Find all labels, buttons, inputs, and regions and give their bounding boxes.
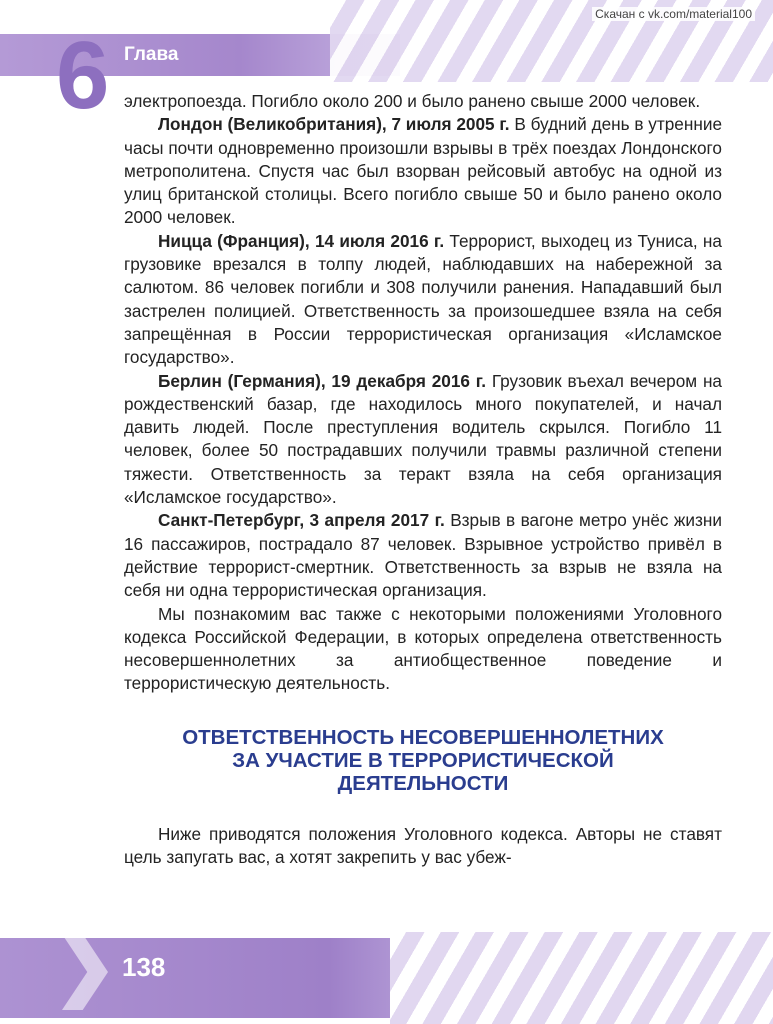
event-heading: Санкт-Петербург, 3 апреля 2017 г. [158, 510, 445, 531]
event-heading: Ницца (Франция), 14 июля 2016 г. [158, 230, 445, 251]
section-title [124, 726, 722, 795]
footer-band [0, 932, 773, 1024]
paragraph-text: Террорист, выходец из Туниса, на грузовике врезался в толпу людей, наблюдавших на набережной за салютом. 86 человек погибли и 308 получили ранения. Нападавший был застрелен полицией. Ответственность за произошедшее взяла на себя запрещённая в России террористическая организация «Исламское государство». [124, 230, 722, 368]
paragraph: Ниже приводятся положения Уголовного кодекса. Авторы не ставят цель запугать вас, а хотят закрепить у вас убеж- [124, 823, 722, 868]
footer-stripes [390, 932, 773, 1024]
page-body [124, 90, 722, 869]
chapter-label: Глава [124, 44, 179, 65]
section-title-line: ОТВЕТСТВЕННОСТЬ НЕСОВЕРШЕННОЛЕТНИХ [182, 725, 664, 749]
event-heading: Берлин (Германия), 19 декабря 2016 г. [158, 370, 487, 391]
paragraph [124, 370, 722, 510]
paragraph [124, 113, 722, 229]
paragraph [124, 230, 722, 370]
paragraph: Мы познакомим вас также с некоторыми положениями Уголовного кодекса Российской Федерации, в которых определена ответственность несовершеннолетних за антиобщественное поведение и террористическую деятельность. [124, 603, 722, 694]
event-heading: Лондон (Великобритания), 7 июля 2005 г. [158, 114, 510, 135]
paragraph-text: Грузовик въехал вечером на рождественский базар, где находилось много покупателей, и начал давить людей. После преступления водитель скрылся. Погибло 11 человек, более 50 пострадавших получили травмы различной степени тяжести. Ответственность за теракт взяла на себя организация «Исламское государство». [124, 370, 722, 508]
paragraph-text: Взрыв в вагоне метро унёс жизни 16 пассажиров, пострадало 87 человек. Взрывное устройство привёл в действие террорист-смертник. Ответственность за взрыв не взяла на себя ни одна террористическая организация. [124, 510, 722, 601]
chapter-number: 6 [56, 22, 110, 129]
watermark: Скачан с vk.com/material100 [592, 7, 755, 21]
paragraph [124, 509, 722, 602]
section-title-line: ЗА УЧАСТИЕ В ТЕРРОРИСТИЧЕСКОЙ [232, 748, 614, 772]
section-title-line: ДЕЯТЕЛЬНОСТИ [337, 771, 509, 795]
page-number: 138 [122, 952, 166, 982]
paragraph: электропоезда. Погибло около 200 и было ранено свыше 2000 человек. [124, 91, 701, 111]
paragraph-text: В будний день в утренние часы почти одновременно произошли взрывы в трёх поездах Лондонского метрополитена. Спустя час был взорван рейсовый автобус на одной из улиц британской столицы. Всего погибло свыше 50 и было ранено около 2000 человек. [124, 114, 723, 228]
